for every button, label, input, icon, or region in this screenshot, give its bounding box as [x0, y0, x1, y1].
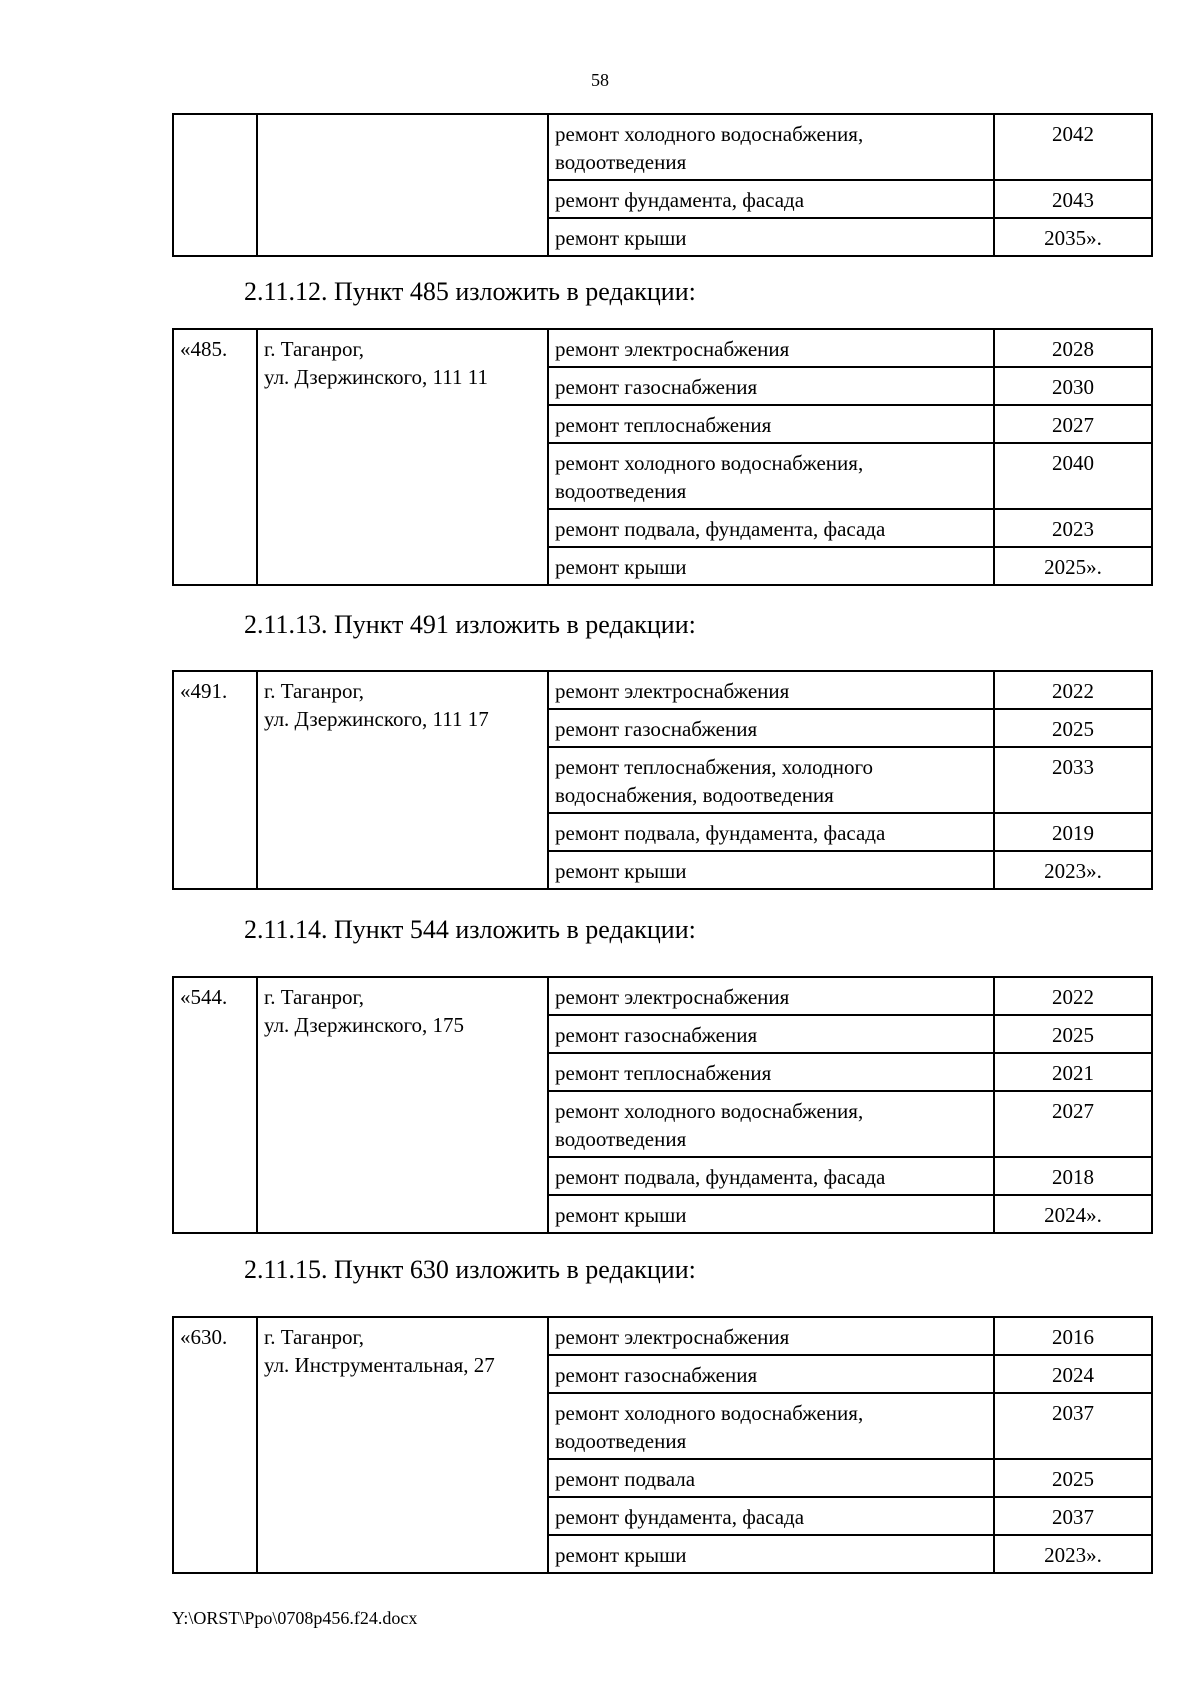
- year-cell: 2042: [994, 114, 1152, 180]
- year-cell: 2025: [994, 1015, 1152, 1053]
- work-cell: ремонт электроснабжения: [548, 329, 994, 367]
- item-number-cell: «491.: [173, 671, 257, 889]
- address-city: г. Таганрог,: [264, 679, 365, 703]
- item-number-cell: «485.: [173, 329, 257, 585]
- address-cell: [257, 1317, 548, 1573]
- year-cell: 2043: [994, 180, 1152, 218]
- year-cell: 2022: [994, 671, 1152, 709]
- year-cell: 2035».: [994, 218, 1152, 256]
- section-heading: 2.11.14. Пункт 544 изложить в редакции:: [244, 915, 696, 944]
- work-cell: ремонт подвала, фундамента, фасада: [548, 509, 994, 547]
- address-city: г. Таганрог,: [264, 337, 365, 361]
- address-street: ул. Дзержинского, 111 11: [264, 365, 488, 389]
- year-cell: 2030: [994, 367, 1152, 405]
- year-cell: 2040: [994, 443, 1152, 509]
- year-cell: 2018: [994, 1157, 1152, 1195]
- year-cell: 2022: [994, 977, 1152, 1015]
- work-cell: ремонт подвала, фундамента, фасада: [548, 813, 994, 851]
- work-cell: ремонт холодного водоснабжения, водоотведения: [548, 443, 994, 509]
- address-street: ул. Инструментальная, 27: [264, 1353, 495, 1377]
- year-cell: 2023».: [994, 851, 1152, 889]
- item-table: [172, 328, 1153, 586]
- work-cell: ремонт электроснабжения: [548, 977, 994, 1015]
- year-cell: 2016: [994, 1317, 1152, 1355]
- work-cell: ремонт газоснабжения: [548, 709, 994, 747]
- year-cell: 2023: [994, 509, 1152, 547]
- item-table: [172, 976, 1153, 1234]
- year-cell: 2028: [994, 329, 1152, 367]
- work-cell: ремонт крыши: [548, 547, 994, 585]
- work-cell: ремонт фундамента, фасада: [548, 1497, 994, 1535]
- item-number-cell: «630.: [173, 1317, 257, 1573]
- address-cell: [257, 329, 548, 585]
- year-cell: 2027: [994, 405, 1152, 443]
- address-cell: [257, 671, 548, 889]
- year-cell: 2025: [994, 1459, 1152, 1497]
- item-number-cell: «544.: [173, 977, 257, 1233]
- year-cell: 2025».: [994, 547, 1152, 585]
- work-cell: ремонт крыши: [548, 1195, 994, 1233]
- work-cell: ремонт крыши: [548, 1535, 994, 1573]
- year-cell: 2025: [994, 709, 1152, 747]
- year-cell: 2023».: [994, 1535, 1152, 1573]
- work-cell: ремонт холодного водоснабжения, водоотведения: [548, 114, 994, 180]
- work-cell: ремонт фундамента, фасада: [548, 180, 994, 218]
- address-cell: [257, 977, 548, 1233]
- year-cell: 2027: [994, 1091, 1152, 1157]
- work-cell: ремонт электроснабжения: [548, 671, 994, 709]
- section-heading: 2.11.15. Пункт 630 изложить в редакции:: [244, 1255, 696, 1284]
- item-table: [172, 670, 1153, 890]
- work-cell: ремонт теплоснабжения: [548, 1053, 994, 1091]
- section-heading: 2.11.13. Пункт 491 изложить в редакции:: [244, 610, 696, 639]
- year-cell: 2037: [994, 1497, 1152, 1535]
- work-cell: ремонт электроснабжения: [548, 1317, 994, 1355]
- work-cell: ремонт подвала, фундамента, фасада: [548, 1157, 994, 1195]
- continuation-table: [172, 113, 1153, 257]
- work-cell: ремонт газоснабжения: [548, 367, 994, 405]
- address-cell: [257, 114, 548, 256]
- work-cell: ремонт холодного водоснабжения, водоотведения: [548, 1393, 994, 1459]
- work-cell: ремонт крыши: [548, 218, 994, 256]
- footer-file-path: Y:\ORST\Ppo\0708p456.f24.docx: [172, 1608, 418, 1628]
- address-street: ул. Дзержинского, 175: [264, 1013, 465, 1037]
- work-cell: ремонт газоснабжения: [548, 1355, 994, 1393]
- year-cell: 2024: [994, 1355, 1152, 1393]
- page-number: 58: [591, 70, 609, 90]
- item-number-cell: [173, 114, 257, 256]
- work-cell: ремонт теплоснабжения, холодного водоснабжения, водоотведения: [548, 747, 994, 813]
- address-street: ул. Дзержинского, 111 17: [264, 707, 489, 731]
- item-table: [172, 1316, 1153, 1574]
- work-cell: ремонт холодного водоснабжения, водоотведения: [548, 1091, 994, 1157]
- year-cell: 2037: [994, 1393, 1152, 1459]
- section-heading: 2.11.12. Пункт 485 изложить в редакции:: [244, 277, 696, 306]
- work-cell: ремонт теплоснабжения: [548, 405, 994, 443]
- address-city: г. Таганрог,: [264, 985, 365, 1009]
- work-cell: ремонт подвала: [548, 1459, 994, 1497]
- address-city: г. Таганрог,: [264, 1325, 365, 1349]
- year-cell: 2033: [994, 747, 1152, 813]
- work-cell: ремонт крыши: [548, 851, 994, 889]
- year-cell: 2024».: [994, 1195, 1152, 1233]
- year-cell: 2021: [994, 1053, 1152, 1091]
- year-cell: 2019: [994, 813, 1152, 851]
- work-cell: ремонт газоснабжения: [548, 1015, 994, 1053]
